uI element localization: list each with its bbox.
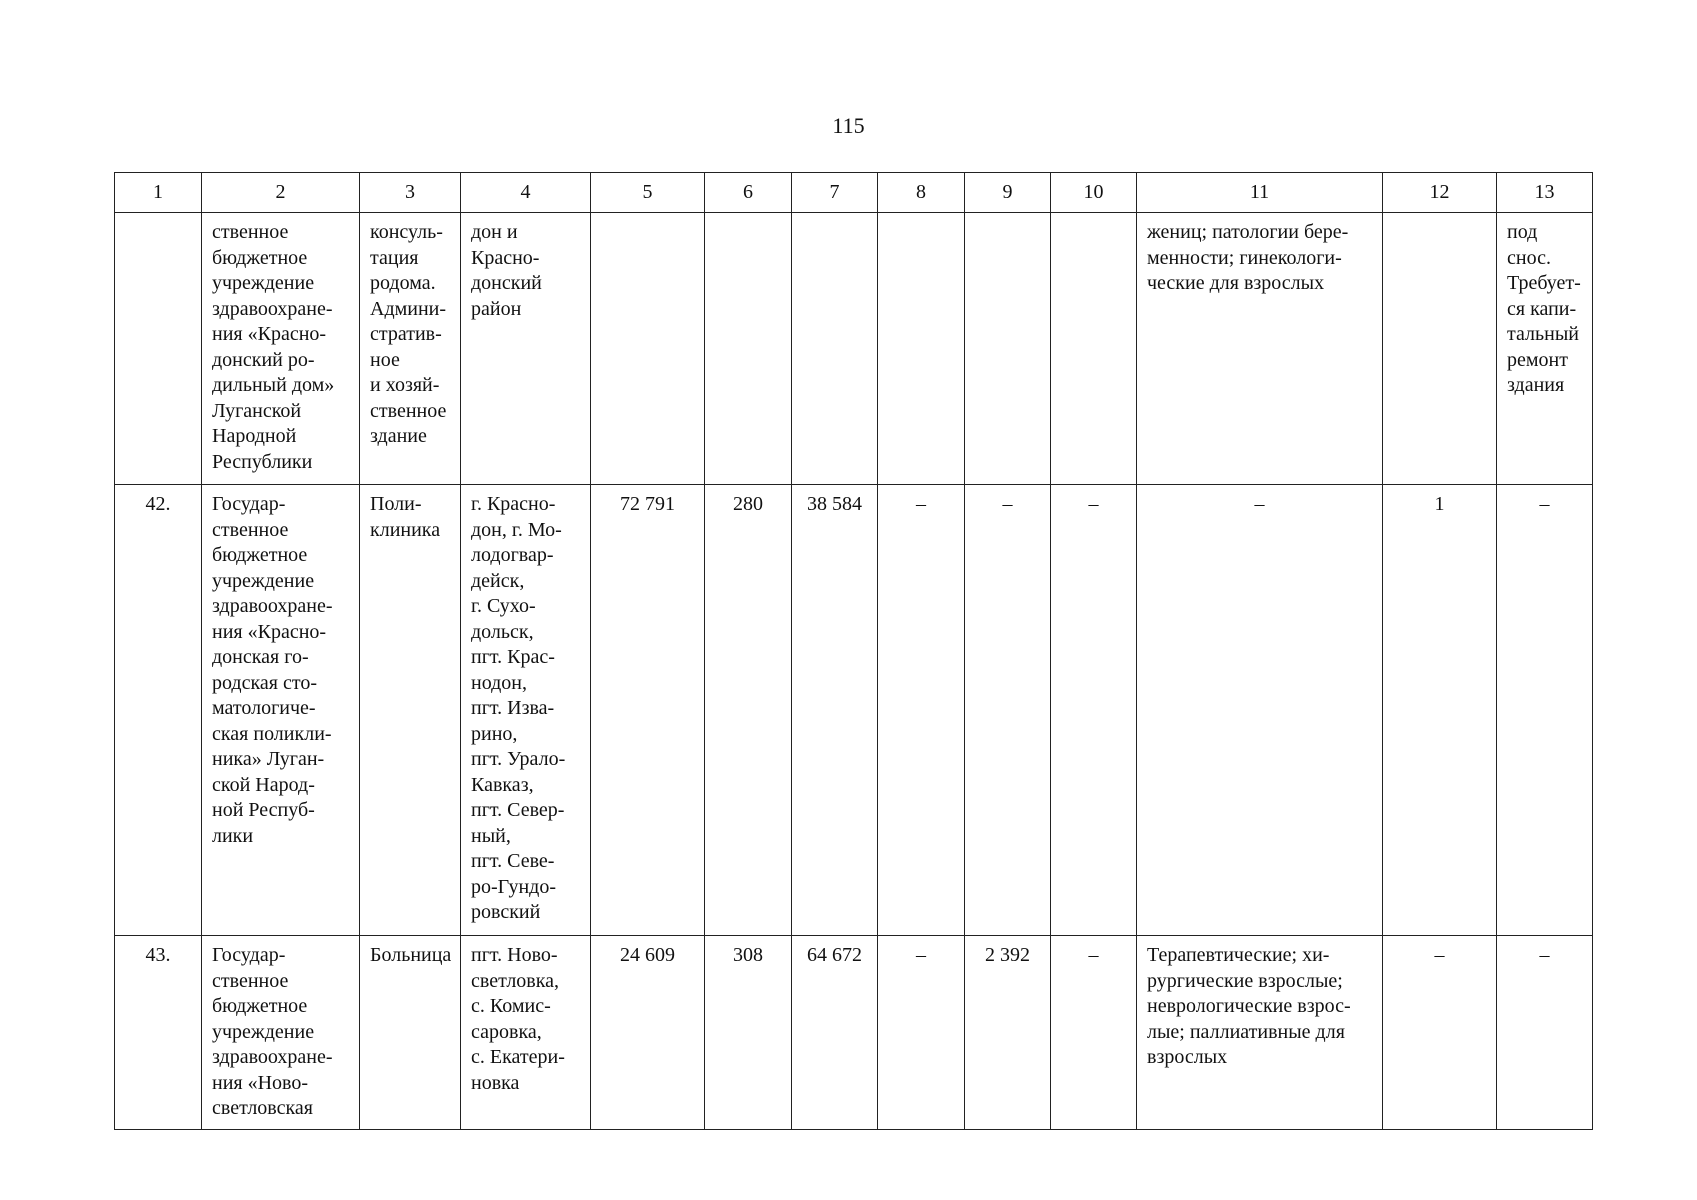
cell-col10: –: [1051, 936, 1137, 1130]
cell-service-area: пгт. Ново- светловка, с. Комис- саровка, с. Екатери- новка: [461, 936, 591, 1130]
cell-index: 43.: [115, 936, 202, 1130]
cell-notes: –: [1497, 936, 1593, 1130]
column-number: 6: [705, 173, 792, 213]
column-number: 5: [591, 173, 705, 213]
cell-service-area: г. Красно- дон, г. Мо- лодогвар- дейск, г. Сухо- дольск, пгт. Крас- нодон, пгт. Изва- рино, пгт. Урало- Кавказ, пгт. Север- ный, пгт. Севе- ро-Гундо- ровский: [461, 485, 591, 936]
cell-profiles: –: [1137, 485, 1383, 936]
cell-col10: –: [1051, 485, 1137, 936]
column-number-row: [115, 173, 1593, 213]
cell-col7: 38 584: [792, 485, 878, 936]
registry-table: [114, 172, 1593, 1130]
cell-facility-type: Больница: [360, 936, 461, 1130]
cell-index: 42.: [115, 485, 202, 936]
cell-col6: 308: [705, 936, 792, 1130]
cell-col8: –: [878, 936, 965, 1130]
cell-col6: [705, 213, 792, 485]
column-number: 2: [202, 173, 360, 213]
cell-col5: 24 609: [591, 936, 705, 1130]
cell-col12: –: [1383, 936, 1497, 1130]
column-number: 11: [1137, 173, 1383, 213]
cell-institution: Государ- ственное бюджетное учреждение здравоохране- ния «Красно- донская го- родская сто- матологиче- ская поликли- ника» Луган- ской Народ- ной Респуб- лики: [202, 485, 360, 936]
cell-profiles: жениц; патологии бере- менности; гинекологи- ческие для взрослых: [1137, 213, 1383, 485]
cell-col10: [1051, 213, 1137, 485]
cell-notes: под снос. Требует- ся капи- тальный ремонт здания: [1497, 213, 1593, 485]
cell-col9: –: [965, 485, 1051, 936]
cell-col6: 280: [705, 485, 792, 936]
table-row: [115, 485, 1593, 936]
column-number: 12: [1383, 173, 1497, 213]
cell-col8: –: [878, 485, 965, 936]
column-number: 8: [878, 173, 965, 213]
column-number: 13: [1497, 173, 1593, 213]
page-number: 115: [832, 113, 865, 138]
column-number: 7: [792, 173, 878, 213]
cell-notes: –: [1497, 485, 1593, 936]
cell-col7: [792, 213, 878, 485]
cell-facility-type: консуль- тация родома. Админи- стратив- ное и хозяй- ственное здание: [360, 213, 461, 485]
cell-col9: 2 392: [965, 936, 1051, 1130]
cell-facility-type: Поли- клиника: [360, 485, 461, 936]
cell-index: [115, 213, 202, 485]
cell-service-area: дон и Красно- донский район: [461, 213, 591, 485]
column-number: 3: [360, 173, 461, 213]
cell-col7: 64 672: [792, 936, 878, 1130]
column-number: 4: [461, 173, 591, 213]
column-number: 1: [115, 173, 202, 213]
cell-institution: Государ- ственное бюджетное учреждение здравоохране- ния «Ново- светловская: [202, 936, 360, 1130]
cell-col12: [1383, 213, 1497, 485]
column-number: 10: [1051, 173, 1137, 213]
column-number: 9: [965, 173, 1051, 213]
cell-institution: ственное бюджетное учреждение здравоохране- ния «Красно- донский ро- дильный дом» Луганской Народной Республики: [202, 213, 360, 485]
table-row: [115, 936, 1593, 1130]
cell-col5: 72 791: [591, 485, 705, 936]
table-row: [115, 213, 1593, 485]
cell-col12: 1: [1383, 485, 1497, 936]
cell-col8: [878, 213, 965, 485]
cell-col9: [965, 213, 1051, 485]
cell-col5: [591, 213, 705, 485]
cell-profiles: Терапевтические; хи- рургические взрослые; неврологические взрос- лые; паллиативные для взрослых: [1137, 936, 1383, 1130]
